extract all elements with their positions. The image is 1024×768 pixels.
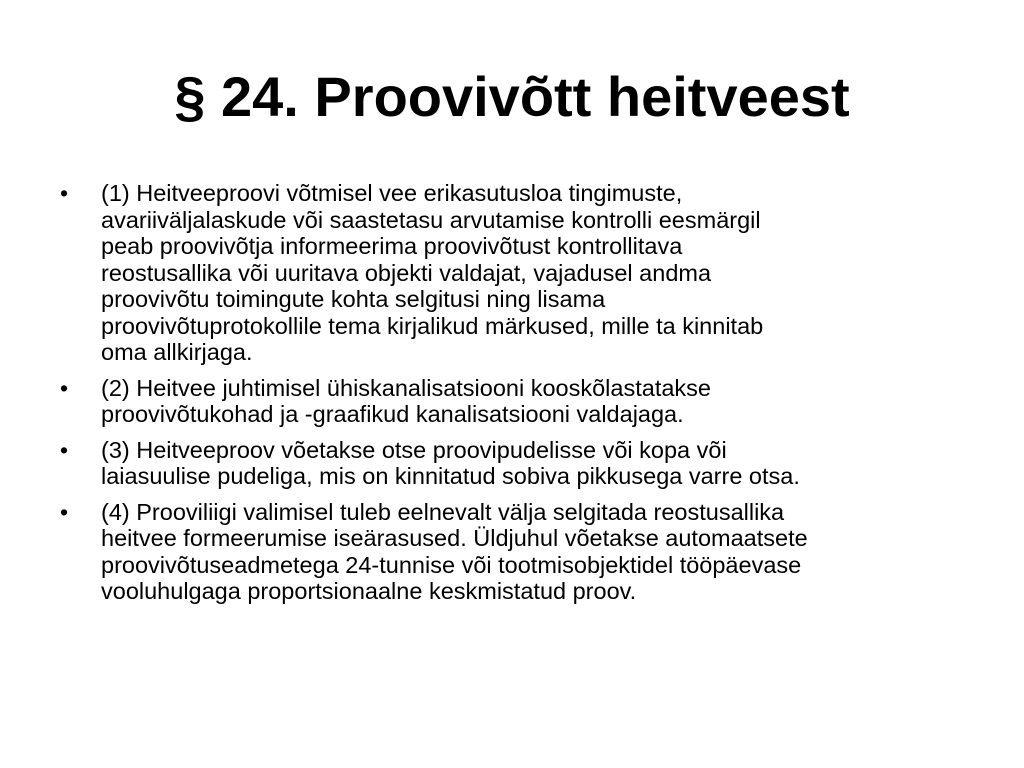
list-item: [56, 437, 976, 490]
item-text-line: peab proovivõtja informeerima proovivõtust kontrollitava: [101, 233, 683, 259]
item-text-line: (1) Heitveeproovi võtmisel vee erikasutusloa tingimuste,: [101, 180, 683, 206]
bullet-list: [56, 180, 976, 614]
list-item: [56, 180, 976, 366]
bullet-icon: •: [60, 374, 69, 401]
item-text-line: proovivõtu toimingute kohta selgitusi ning lisama: [101, 286, 606, 312]
bullet-icon: •: [60, 498, 69, 525]
list-item: [56, 499, 976, 605]
item-text-line: (2) Heitvee juhtimisel ühiskanalisatsiooni kooskõlastatakse: [101, 374, 711, 401]
item-text-line: proovivõtukohad ja -graafikud kanalisatsiooni valdajaga.: [101, 401, 684, 427]
slide-title: § 24. Proovivõtt heitveest: [174, 65, 850, 128]
list-item: [56, 375, 976, 428]
item-text-line: proovivõtuprotokollile tema kirjalikud märkused, mille ta kinnitab: [101, 312, 764, 339]
item-text-line: proovivõtuseadmetega 24-tunnise või tootmisobjektidel tööpäevase: [101, 551, 802, 578]
bullet-icon: •: [60, 436, 69, 463]
item-text-line: (4) Prooviliigi valimisel tuleb eelnevalt välja selgitada reostusallika: [101, 498, 785, 525]
bullet-icon: •: [60, 180, 69, 206]
item-text-line: vooluhulgaga proportsionaalne keskmistatud proov.: [101, 578, 637, 604]
item-text-line: heitvee formeerumise iseärasused. Üldjuhul võetakse automaatsete: [101, 525, 808, 551]
item-text-line: laiasuulise pudeliga, mis on kinnitatud sobiva pikkusega varre otsa.: [101, 463, 800, 489]
item-text-line: (3) Heitveeproov võetakse otse proovipudelisse või kopa või: [101, 436, 727, 463]
item-text-line: reostusallika või uuritava objekti valdajat, vajadusel andma: [101, 259, 712, 286]
item-text-line: avariiväljalaskude või saastetasu arvutamise kontrolli eesmärgil: [101, 206, 761, 233]
item-text-line: oma allkirjaga.: [101, 339, 253, 365]
